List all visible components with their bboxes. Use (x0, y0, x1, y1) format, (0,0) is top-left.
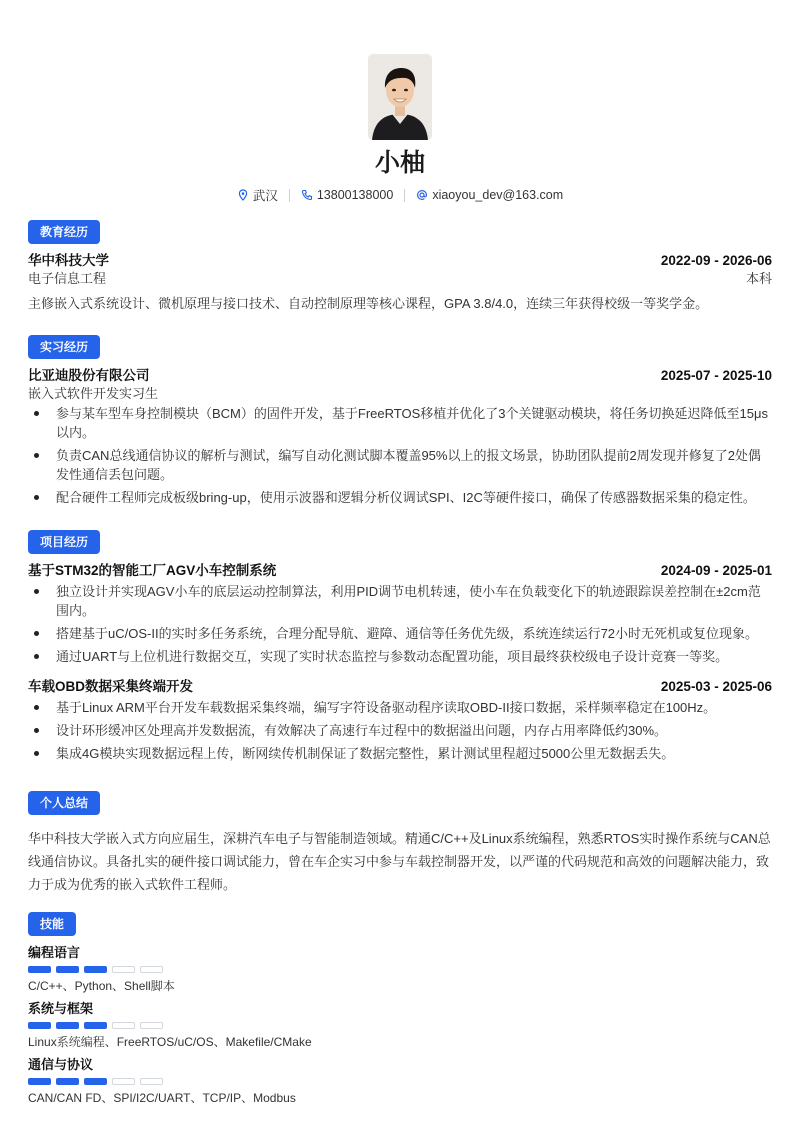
skill-name: 系统与框架 (28, 1001, 94, 1016)
skill-level-segment-filled (56, 1022, 79, 1029)
section-badge-internship: 实习经历 (28, 335, 100, 359)
projects-section (28, 530, 772, 767)
skill-level-segment-empty (140, 1078, 163, 1085)
project-header-row (28, 678, 772, 696)
avatar-photo-icon (368, 54, 432, 140)
resume-header (28, 0, 772, 205)
list-item: 设计环形缓冲区处理高并发数据流，有效解决了高速行车过程中的数据溢出问题，内存占用率降低约30%。 (28, 721, 772, 740)
skill-level-segment-filled (28, 1022, 51, 1029)
internship-date: 2025-07 - 2025-10 (660, 368, 772, 383)
skill-level-segment-empty (140, 1022, 163, 1029)
contact-bar (28, 185, 772, 205)
skill-level-segment-filled (84, 1022, 107, 1029)
internship-bullets (28, 404, 772, 507)
list-item: 基于Linux ARM平台开发车载数据采集终端，编写字符设备驱动程序读取OBD-II接口数据，采样频率稳定在100Hz。 (28, 698, 772, 717)
contact-email (416, 188, 563, 202)
map-pin-icon (237, 189, 249, 201)
list-item: 参与某车型车身控制模块（BCM）的固件开发，基于FreeRTOS移植并优化了3个关键驱动模块，将任务切换延迟降低至15μs以内。 (28, 404, 772, 442)
skill-description: CAN/CAN FD、SPI/I2C/UART、TCP/IP、Modbus (28, 1091, 296, 1105)
internship-header-row (28, 367, 772, 385)
contact-divider (404, 189, 405, 202)
skills-list (28, 944, 772, 1106)
skill-level-bar (28, 1078, 772, 1085)
location-text: 武汉 (252, 189, 278, 203)
skill-level-segment-filled (84, 966, 107, 973)
list-item: 负责CAN总线通信协议的解析与测试，编写自动化测试脚本覆盖95%以上的报文场景，协助团队提前2周发现并修复了2处偶发性通信丢包问题。 (28, 446, 772, 484)
list-item: 集成4G模块实现数据远程上传，断网续传机制保证了数据完整性，累计测试里程超过5000公里无数据丢失。 (28, 744, 772, 763)
internship-section (28, 335, 772, 511)
section-badge-summary: 个人总结 (28, 791, 100, 815)
skill-level-segment-empty (140, 966, 163, 973)
contact-divider (289, 189, 290, 202)
list-item: 独立设计并实现AGV小车的底层运动控制算法，利用PID调节电机转速，使小车在负载变化下的轨迹跟踪误差控制在±2cm范围内。 (28, 582, 772, 620)
section-badge-skills: 技能 (28, 912, 76, 936)
contact-phone (301, 188, 393, 202)
education-description: 主修嵌入式系统设计、微机原理与接口技术、自动控制原理等核心课程，GPA 3.8/4.0，连续三年获得校级一等奖学金。 (28, 296, 709, 311)
skill-level-segment-empty (112, 1022, 135, 1029)
skill-description: Linux系统编程、FreeRTOS/uC/OS、Makefile/CMake (28, 1035, 312, 1049)
project-bullets (28, 582, 772, 666)
at-sign-icon (416, 189, 428, 201)
list-item: 配合硬件工程师完成板级bring-up，使用示波器和逻辑分析仪调试SPI、I2C等硬件接口，确保了传感器数据采集的稳定性。 (28, 488, 772, 507)
education-section (28, 220, 772, 315)
skill-level-segment-filled (28, 966, 51, 973)
internship-role: 嵌入式软件开发实习生 (28, 386, 159, 401)
education-date: 2022-09 - 2026-06 (660, 253, 772, 268)
summary-text: 华中科技大学嵌入式方向应届生，深耕汽车电子与智能制造领域。精通C/C++及Linux系统编程，熟悉RTOS实时操作系统与CAN总线通信协议。具备扎实的硬件接口调试能力，曾在车企实习中参与车载控制器开发，以严谨的代码规范和高效的问题解决能力，致力于成为优秀的嵌入式软件工程师。 (28, 831, 771, 892)
project-name: 车载OBD数据采集终端开发 (28, 679, 193, 694)
project-name: 基于STM32的智能工厂AGV小车控制系统 (28, 563, 277, 578)
skill-level-bar (28, 966, 772, 973)
skill-group (28, 1000, 772, 1050)
skill-level-segment-filled (56, 966, 79, 973)
phone-text[interactable]: 13800138000 (316, 188, 394, 202)
major: 电子信息工程 (28, 271, 107, 286)
skill-level-segment-filled (28, 1078, 51, 1085)
section-badge-projects: 项目经历 (28, 530, 100, 554)
skill-name: 编程语言 (28, 945, 81, 960)
degree: 本科 (745, 271, 772, 286)
skill-level-segment-empty (112, 966, 135, 973)
skill-level-segment-filled (56, 1078, 79, 1085)
skill-group (28, 1056, 772, 1106)
phone-icon (301, 189, 313, 201)
education-header-row (28, 252, 772, 270)
project-date: 2024-09 - 2025-01 (660, 563, 772, 578)
school-name: 华中科技大学 (28, 253, 109, 268)
summary-section (28, 791, 772, 896)
contact-location (237, 186, 278, 204)
skill-description: C/C++、Python、Shell脚本 (28, 979, 175, 993)
avatar (368, 54, 432, 140)
project-bullets (28, 698, 772, 763)
skill-level-segment-filled (84, 1078, 107, 1085)
email-text[interactable]: xiaoyou_dev@163.com (432, 188, 564, 202)
company-name: 比亚迪股份有限公司 (28, 368, 150, 383)
skill-level-segment-empty (112, 1078, 135, 1085)
candidate-name: 小柚 (374, 149, 425, 177)
education-sub-row (28, 270, 772, 287)
skill-group (28, 944, 772, 994)
list-item: 搭建基于uC/OS-II的实时多任务系统，合理分配导航、避障、通信等任务优先级，系统连续运行72小时无死机或复位现象。 (28, 624, 772, 643)
project-date: 2025-03 - 2025-06 (660, 679, 772, 694)
skill-level-bar (28, 1022, 772, 1029)
project-header-row (28, 562, 772, 580)
list-item: 通过UART与上位机进行数据交互，实现了实时状态监控与参数动态配置功能，项目最终获校级电子设计竞赛一等奖。 (28, 647, 772, 666)
skill-name: 通信与协议 (28, 1057, 94, 1072)
skills-section (28, 912, 772, 1112)
section-badge-education: 教育经历 (28, 220, 100, 244)
